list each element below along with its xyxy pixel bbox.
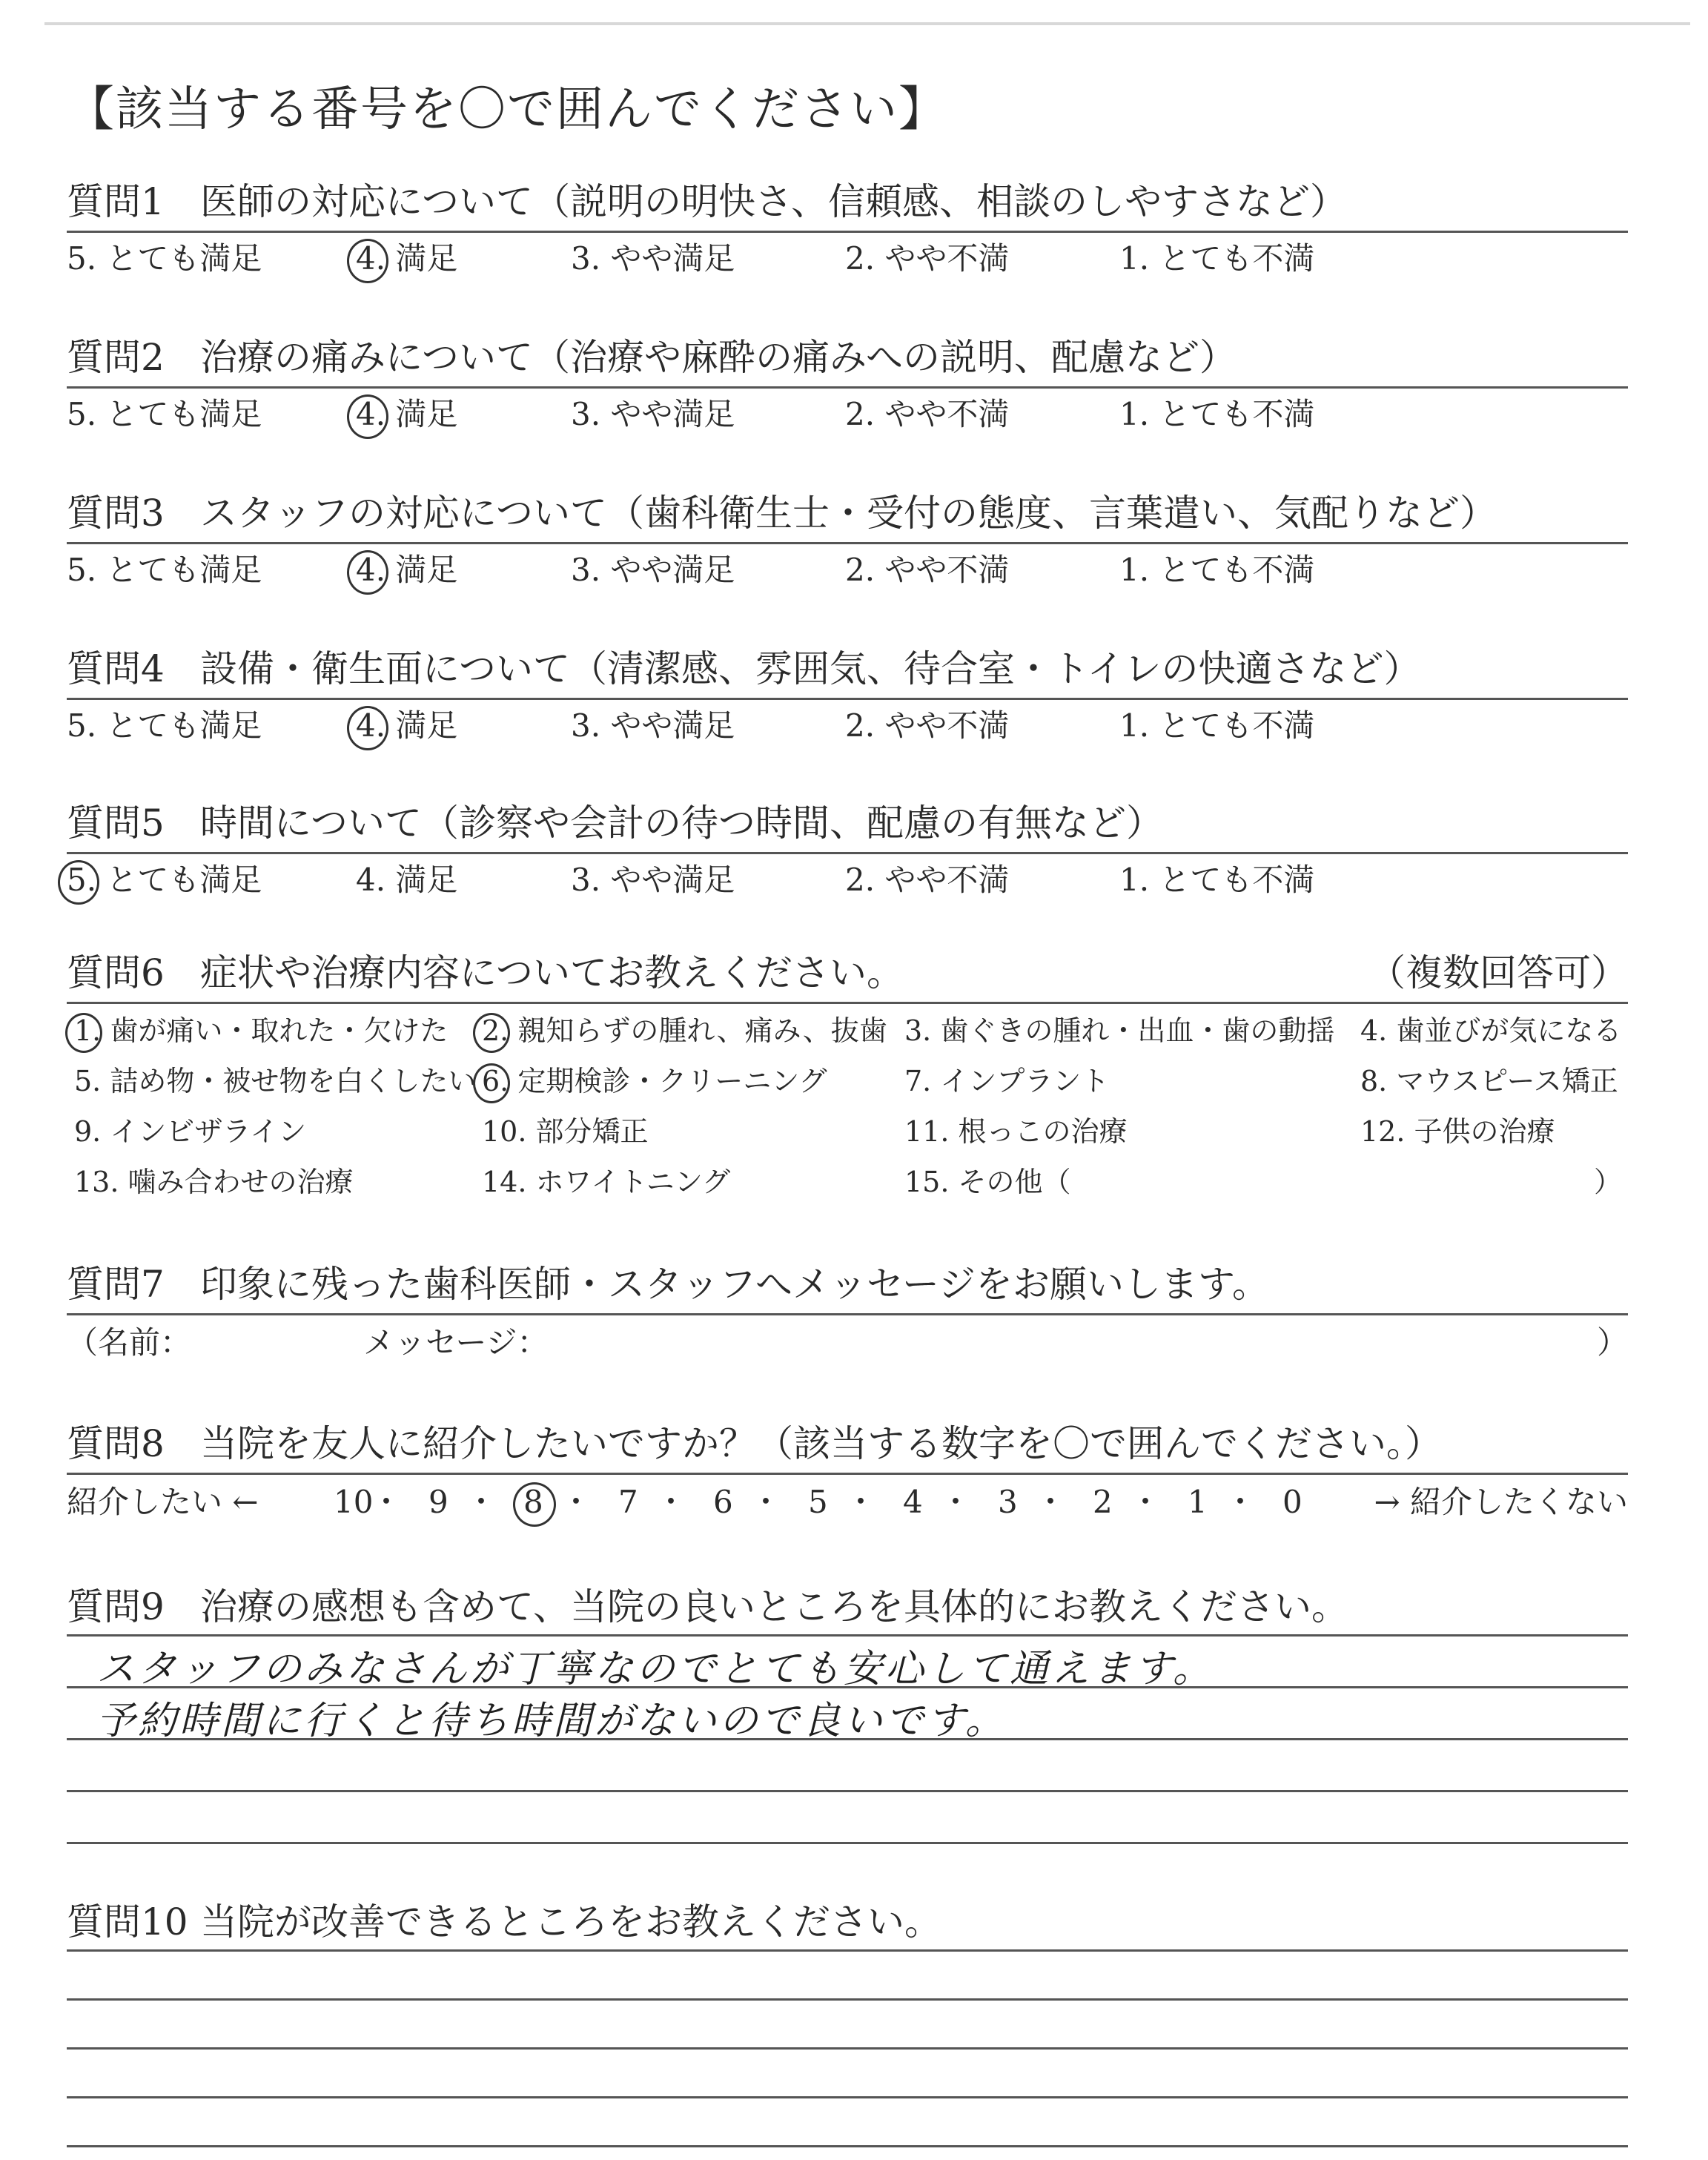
scale-value-8[interactable]: 8 [523, 1484, 543, 1520]
answer-line [67, 1998, 1628, 2001]
question-9 [67, 1579, 1628, 1743]
symptom-option-14[interactable]: 14. ホワイトニング [482, 1166, 731, 1198]
question-number: 質問7 [67, 1263, 165, 1306]
answer-line [67, 1842, 1628, 1844]
selection-circle [347, 706, 388, 750]
other-close-paren: ） [1594, 1166, 1623, 1198]
rating-options [67, 854, 1628, 906]
rating-option-1[interactable]: 1. とても不満 [1119, 707, 1315, 744]
answer-line [67, 1790, 1628, 1792]
scale-separator: ・ [750, 1484, 782, 1520]
scale-separator: ・ [1225, 1484, 1257, 1520]
rating-option-2[interactable]: 2. やや不満 [845, 396, 1010, 432]
question-8 [67, 1416, 1628, 1530]
rating-option-3[interactable]: 3. やや満足 [571, 552, 735, 588]
scale-left-label: 紹介したい ← [67, 1484, 259, 1520]
question-number: 質問8 [67, 1422, 165, 1465]
selection-circle [347, 239, 388, 283]
question-text: 症状や治療内容についてお教えください。 [200, 951, 904, 994]
question-text: 時間について（診察や会計の待つ時間、配慮の有無など） [200, 802, 1163, 845]
question-6 [67, 945, 1628, 1212]
rating-option-4[interactable]: 4. 満足 [356, 862, 458, 898]
rating-option-5[interactable]: 5. とても満足 [67, 707, 262, 744]
question-text: スタッフの対応について（歯科衛生士・受付の態度、言葉遣い、気配りなど） [200, 492, 1497, 535]
message-label: メッセージ： [363, 1324, 549, 1361]
scale-separator: ・ [655, 1484, 687, 1520]
close-paren: ） [1596, 1324, 1628, 1361]
rating-options [67, 389, 1628, 440]
rating-option-3[interactable]: 3. やや満足 [571, 862, 735, 898]
answer-line [67, 2145, 1628, 2147]
selection-circle [347, 550, 388, 595]
rating-option-2[interactable]: 2. やや不満 [845, 552, 1010, 588]
symptom-option-12[interactable]: 12. 子供の治療 [1360, 1115, 1555, 1148]
rating-option-1[interactable]: 1. とても不満 [1119, 862, 1315, 898]
scale-value-6[interactable]: 6 [713, 1484, 733, 1520]
question-2 [67, 330, 1628, 440]
selection-circle [513, 1482, 556, 1527]
symptom-option-3[interactable]: 3. 歯ぐきの腫れ・出血・歯の動揺 [904, 1014, 1335, 1047]
question-number: 質問5 [67, 802, 165, 845]
answer-line [67, 2096, 1628, 2098]
scale-separator: ・ [466, 1484, 497, 1520]
scale-separator: ・ [845, 1484, 877, 1520]
rating-option-5[interactable]: 5. とても満足 [67, 862, 262, 898]
selection-circle [65, 1013, 102, 1053]
rating-option-3[interactable]: 3. やや満足 [571, 240, 735, 277]
scale-value-3[interactable]: 3 [998, 1484, 1018, 1520]
question-text: 当院を友人に紹介したいですか？（該当する数字を〇で囲んでください。） [200, 1422, 1442, 1465]
question-text: 印象に残った歯科医師・スタッフへメッセージをお願いします。 [200, 1263, 1269, 1306]
question-7 [67, 1257, 1628, 1370]
question-text: 治療の痛みについて（治療や麻酔の痛みへの説明、配慮など） [200, 336, 1237, 379]
rating-option-4[interactable]: 4. 満足 [356, 552, 458, 588]
question-number: 質問6 [67, 951, 165, 994]
answer-line [67, 2047, 1628, 2050]
scale-value-7[interactable]: 7 [618, 1484, 638, 1520]
answer-line [67, 1949, 1628, 1952]
question-text: 設備・衛生面について（清潔感、雰囲気、待合室・トイレの快適さなど） [200, 647, 1421, 690]
page-title: 【該当する番号を〇で囲んでください】 [67, 82, 947, 137]
rating-option-3[interactable]: 3. やや満足 [571, 707, 735, 744]
recommend-scale [67, 1475, 1628, 1530]
question-number: 質問3 [67, 492, 165, 535]
symptom-option-8[interactable]: 8. マウスピース矯正 [1360, 1065, 1618, 1097]
scan-top-edge [44, 22, 1690, 25]
symptom-option-6[interactable]: 6. 定期検診・クリーニング [482, 1065, 827, 1097]
symptom-option-10[interactable]: 10. 部分矯正 [482, 1115, 649, 1148]
selection-circle [473, 1063, 510, 1103]
handwritten-answer: 予約時間に行くと待ち時間がないので良いです。 [96, 1699, 1007, 1743]
question-number: 質問2 [67, 336, 165, 379]
symptom-options [67, 1004, 1628, 1212]
rating-options [67, 544, 1628, 596]
question-5 [67, 796, 1628, 906]
symptom-option-15[interactable]: 15. その他（ [904, 1166, 1071, 1198]
rating-option-5[interactable]: 5. とても満足 [67, 552, 262, 588]
name-label: （名前： [67, 1324, 192, 1361]
rating-options [67, 700, 1628, 752]
rating-option-2[interactable]: 2. やや不満 [845, 862, 1010, 898]
rating-option-4[interactable]: 4. 満足 [356, 707, 458, 744]
scale-separator: ・ [940, 1484, 972, 1520]
symptom-option-11[interactable]: 11. 根っこの治療 [904, 1115, 1128, 1148]
question-text: 治療の感想も含めて、当院の良いところを具体的にお教えください。 [200, 1585, 1348, 1628]
question-10 [67, 1895, 1628, 1949]
symptom-option-13[interactable]: 13. 噛み合わせの治療 [74, 1166, 354, 1198]
scale-value-4[interactable]: 4 [903, 1484, 923, 1520]
rating-option-3[interactable]: 3. やや満足 [571, 396, 735, 432]
scale-value-1[interactable]: 1 [1188, 1484, 1208, 1520]
rating-option-2[interactable]: 2. やや不満 [845, 240, 1010, 277]
symptom-option-9[interactable]: 9. インビザライン [74, 1115, 307, 1148]
question-4 [67, 641, 1628, 752]
question-3 [67, 486, 1628, 596]
symptom-option-2[interactable]: 2. 親知らずの腫れ、痛み、抜歯 [482, 1014, 887, 1047]
message-field[interactable] [67, 1315, 1628, 1370]
question-1 [67, 174, 1628, 285]
selection-circle [58, 860, 99, 905]
answer-line [67, 1634, 1628, 1636]
scale-separator: ・ [1130, 1484, 1162, 1520]
scale-separator: ・ [371, 1484, 403, 1520]
symptom-option-7[interactable]: 7. インプラント [904, 1065, 1110, 1097]
symptom-option-4[interactable]: 4. 歯並びが気になる [1360, 1014, 1622, 1047]
scale-right-label: → 紹介したくない [1374, 1484, 1628, 1520]
rating-option-1[interactable]: 1. とても不満 [1119, 240, 1315, 277]
scale-value-9[interactable]: 9 [428, 1484, 448, 1520]
rating-option-4[interactable]: 4. 満足 [356, 240, 458, 277]
selection-circle [473, 1013, 510, 1053]
question-text: 当院が改善できるところをお教えください。 [200, 1900, 941, 1943]
scale-separator: ・ [560, 1484, 592, 1520]
question-number: 質問1 [67, 180, 165, 223]
handwritten-answer: スタッフのみなさんが丁寧なのでとても安心して通えます。 [96, 1647, 1214, 1691]
symptom-option-5[interactable]: 5. 詰め物・被せ物を白くしたい [74, 1065, 477, 1097]
rating-options [67, 233, 1628, 285]
question-number: 質問10 [67, 1900, 188, 1943]
rating-option-2[interactable]: 2. やや不満 [845, 707, 1010, 744]
rating-option-4[interactable]: 4. 満足 [356, 396, 458, 432]
question-text: 医師の対応について（説明の明快さ、信頼感、相談のしやすさなど） [200, 180, 1347, 223]
symptom-option-1[interactable]: 1. 歯が痛い・取れた・欠けた [74, 1014, 448, 1047]
scale-separator: ・ [1035, 1484, 1067, 1520]
rating-option-5[interactable]: 5. とても満足 [67, 396, 262, 432]
scale-value-5[interactable]: 5 [808, 1484, 828, 1520]
scale-value-2[interactable]: 2 [1093, 1484, 1113, 1520]
scale-value-10[interactable]: 10 [334, 1484, 374, 1520]
multiple-answers-note: （複数回答可） [1368, 951, 1628, 994]
rating-option-5[interactable]: 5. とても満足 [67, 240, 262, 277]
question-number: 質問4 [67, 647, 165, 690]
scale-value-0[interactable]: 0 [1282, 1484, 1302, 1520]
rating-option-1[interactable]: 1. とても不満 [1119, 552, 1315, 588]
question-number: 質問9 [67, 1585, 165, 1628]
selection-circle [347, 394, 388, 439]
rating-option-1[interactable]: 1. とても不満 [1119, 396, 1315, 432]
